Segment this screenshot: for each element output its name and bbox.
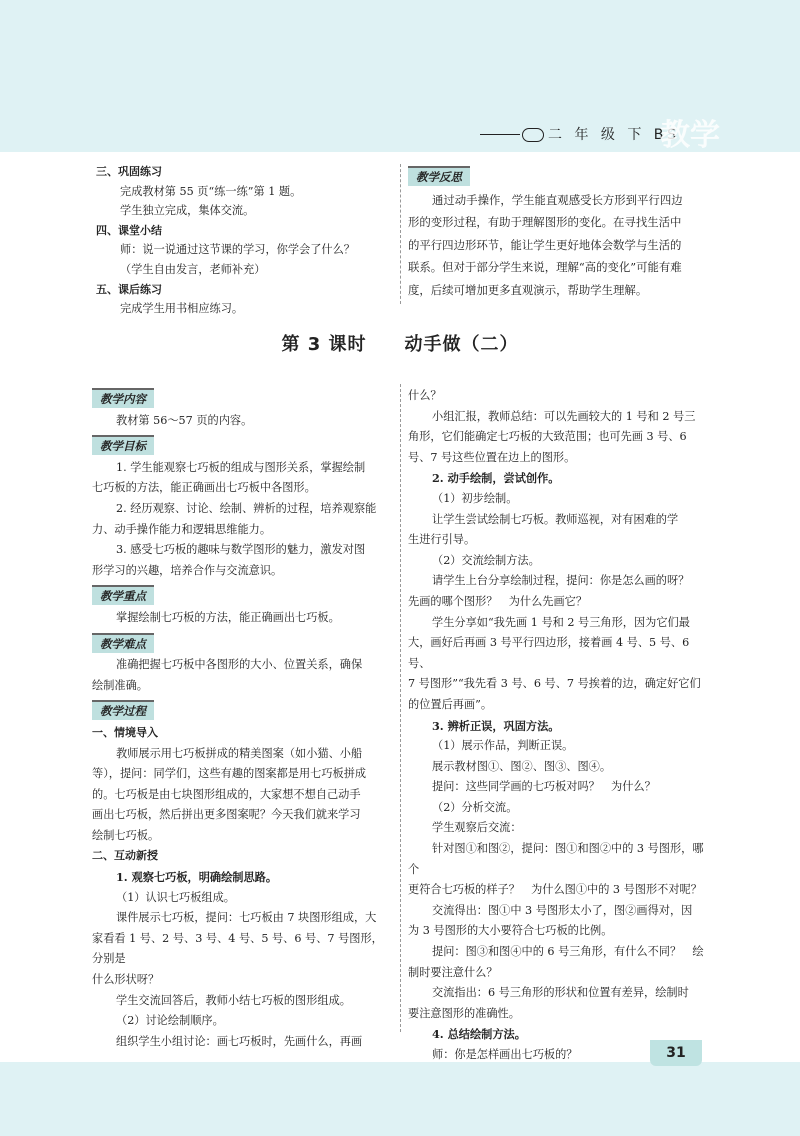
reflection-line: 形的变形过程，有助于理解图形的变化。在寻找生活中 bbox=[408, 215, 682, 229]
right-column-line: 针对图①和图②，提问：图①和图②中的 3 号图形，哪个 bbox=[408, 842, 704, 876]
paragraph: 教师展示用七巧板拼成的精美图案（如小猫、小船 bbox=[116, 746, 363, 760]
right-column bbox=[408, 386, 712, 1066]
paragraph: 家看看 1 号、2 号、3 号、4 号、5 号、6 号、7 号图形，分别是 bbox=[92, 931, 383, 966]
reflection-line: 通过动手操作，学生能直观感受长方形到平行四边 bbox=[432, 192, 683, 207]
section-tag-difficulty: 教学难点 bbox=[92, 633, 154, 653]
right-column-line: 生进行引导。 bbox=[408, 533, 476, 547]
right-column-line: 的位置后再画”。 bbox=[408, 697, 493, 711]
right-column-line: 大，画好后再画 3 号平行四边形，接着画 4 号、5 号、6 号、 bbox=[408, 636, 690, 670]
right-column-line: 交流得出：图①中 3 号图形太小了，图②画得对，因 bbox=[432, 903, 693, 917]
paragraph: 课件展示七巧板，提问：七巧板由 7 块图形组成，大 bbox=[116, 911, 377, 925]
right-column-line: 什么？ bbox=[408, 389, 442, 402]
right-column-line: 号、7 号这些位置在边上的图形。 bbox=[408, 450, 576, 464]
page-number: 31 bbox=[650, 1040, 702, 1066]
right-column-line: 提问：图③和图④中的 6 号三角形，有什么不同？ 绘 bbox=[432, 945, 704, 959]
right-column-line: （1）展示作品，判断正误。 bbox=[432, 739, 574, 753]
left-column bbox=[92, 384, 394, 1052]
right-column-line: （1）初步绘制。 bbox=[432, 491, 518, 505]
paragraph: （学生自由发言，老师补充） bbox=[120, 262, 266, 276]
right-column-line: 小组汇报，教师总结：可以先画较大的 1 号和 2 号三 bbox=[432, 409, 696, 423]
goal-line: 3. 感受七巧板的趣味与数学图形的魅力，激发对图 bbox=[116, 543, 366, 557]
section-tag-process: 教学过程 bbox=[92, 700, 154, 720]
top-right-column bbox=[408, 162, 708, 301]
section-heading: 二、互动新授 bbox=[92, 849, 158, 863]
paragraph: 画出七巧板，然后拼出更多图案呢？今天我们就来学习 bbox=[92, 808, 361, 822]
section-tag-reflection: 教学反思 bbox=[408, 166, 470, 186]
paragraph: （1）认识七巧板组成。 bbox=[116, 890, 235, 904]
right-column-line: 2. 动手绘制，尝试创作。 bbox=[432, 471, 560, 486]
reflection-line: 联系。但对于部分学生来说，理解“高的变化”可能有难 bbox=[408, 260, 682, 274]
right-column-line: 让学生尝试绘制七巧板。教师巡视，对有困难的学 bbox=[432, 512, 679, 526]
right-column-line: （2）交流绘制方法。 bbox=[432, 553, 540, 567]
section-tag-goals: 教学目标 bbox=[92, 435, 154, 455]
right-column-line: 请学生上台分享绘制过程，提问：你是怎么画的呀？ bbox=[432, 574, 690, 588]
right-column-line: 3. 辨析正误，巩固方法。 bbox=[432, 718, 560, 733]
header-ornament bbox=[522, 128, 544, 142]
grade-label: 二 年 级 下 BS bbox=[548, 127, 681, 143]
right-column-line: 4. 总结绘制方法。 bbox=[432, 1027, 526, 1042]
paragraph: 组织学生小组讨论：画七巧板时，先画什么，再画 bbox=[116, 1034, 363, 1048]
right-column-line: 制时要注意什么？ bbox=[408, 965, 498, 979]
section-tag-key: 教学重点 bbox=[92, 585, 154, 605]
right-column-line: 为 3 号图形的大小要符合七巧板的比例。 bbox=[408, 924, 613, 938]
paragraph: 教材第 56～57 页的内容。 bbox=[116, 413, 253, 427]
goal-line: 力、动手操作能力和逻辑思维能力。 bbox=[92, 522, 272, 536]
right-column-line: 更符合七巧板的样子？ 为什么图①中的 3 号图形不对呢？ bbox=[408, 883, 702, 897]
right-column-line: 学生观察后交流： bbox=[432, 821, 522, 835]
paragraph: 学生交流回答后，教师小结七巧板的图形组成。 bbox=[116, 993, 351, 1007]
paragraph: 学生独立完成，集体交流。 bbox=[120, 204, 255, 218]
section-tag-content: 教学内容 bbox=[92, 388, 154, 408]
paragraph: 的。七巧板是由七块图形组成的，大家想不想自己动手 bbox=[92, 787, 361, 801]
right-column-line: 交流指出：6 号三角形的形状和位置有差异，绘制时 bbox=[432, 986, 689, 1000]
section-heading: 一、情境导入 bbox=[92, 725, 158, 739]
section-heading: 三、巩固练习 bbox=[96, 165, 162, 178]
goal-line: 2. 经历观察、讨论、绘制、辨析的过程，培养观察能 bbox=[116, 501, 377, 515]
footer-band bbox=[0, 1062, 800, 1136]
goal-line: 七巧板的方法，能正确画出七巧板中各图形。 bbox=[92, 481, 316, 495]
section-heading: 五、课后练习 bbox=[96, 282, 162, 296]
paragraph: 掌握绘制七巧板的方法，能正确画出七巧板。 bbox=[116, 610, 340, 624]
paragraph: 绘制准确。 bbox=[92, 678, 148, 692]
paragraph: 什么形状呀？ bbox=[92, 973, 160, 987]
right-column-line: 学生分享如“我先画 1 号和 2 号三角形，因为它们最 bbox=[432, 615, 690, 629]
top-left-column bbox=[96, 162, 386, 319]
step-heading: 1. 观察七巧板，明确绘制思路。 bbox=[116, 870, 278, 885]
section-heading: 四、课堂小结 bbox=[96, 223, 162, 237]
paragraph: 师：说一说通过这节课的学习，你学会了什么？ bbox=[120, 243, 355, 257]
column-divider bbox=[400, 164, 401, 304]
right-column-line: 提问：这些同学画的七巧板对吗？ 为什么？ bbox=[432, 780, 656, 794]
right-column-line: （2）分析交流。 bbox=[432, 800, 518, 814]
right-column-line: 师：你是怎样画出七巧板的？ bbox=[432, 1048, 578, 1061]
paragraph: 完成学生用书相应练习。 bbox=[120, 302, 244, 316]
right-column-line: 角形，它们能确定七巧板的大致范围；也可先画 3 号、6 bbox=[408, 430, 687, 444]
lesson-title: 第 3 课时 动手做（二） bbox=[281, 334, 519, 355]
goal-line: 形学习的兴趣，培养合作与交流意识。 bbox=[92, 563, 283, 577]
reflection-line: 度，后续可增加更多直观演示，帮助学生理解。 bbox=[408, 282, 648, 297]
right-column-line: 先画的哪个图形？ 为什么先画它？ bbox=[408, 594, 588, 608]
paragraph: 等），提问：同学们，这些有趣的图案都是用七巧板拼成 bbox=[92, 767, 367, 781]
goal-line: 1. 学生能观察七巧板的组成与图形关系，掌握绘制 bbox=[116, 460, 366, 474]
right-column-line: 要注意图形的准确性。 bbox=[408, 1006, 520, 1020]
reflection-line: 的平行四边形环节，能让学生更好地体会数学与生活的 bbox=[408, 237, 682, 252]
right-column-line: 展示教材图①、图②、图③、图④。 bbox=[432, 759, 612, 773]
paragraph: 准确把握七巧板中各图形的大小、位置关系，确保 bbox=[116, 658, 363, 672]
column-divider bbox=[400, 384, 401, 1032]
paragraph: 绘制七巧板。 bbox=[92, 828, 160, 842]
paragraph: 完成教材第 55 页“练一练”第 1 题。 bbox=[120, 184, 302, 198]
right-column-line: 7 号图形”“我先看 3 号、6 号、7 号挨着的边，确定好它们 bbox=[408, 677, 701, 691]
header-deco-text: 教学 bbox=[660, 118, 720, 153]
paragraph: （2）讨论绘制顺序。 bbox=[116, 1014, 224, 1028]
header-rule bbox=[480, 134, 520, 135]
